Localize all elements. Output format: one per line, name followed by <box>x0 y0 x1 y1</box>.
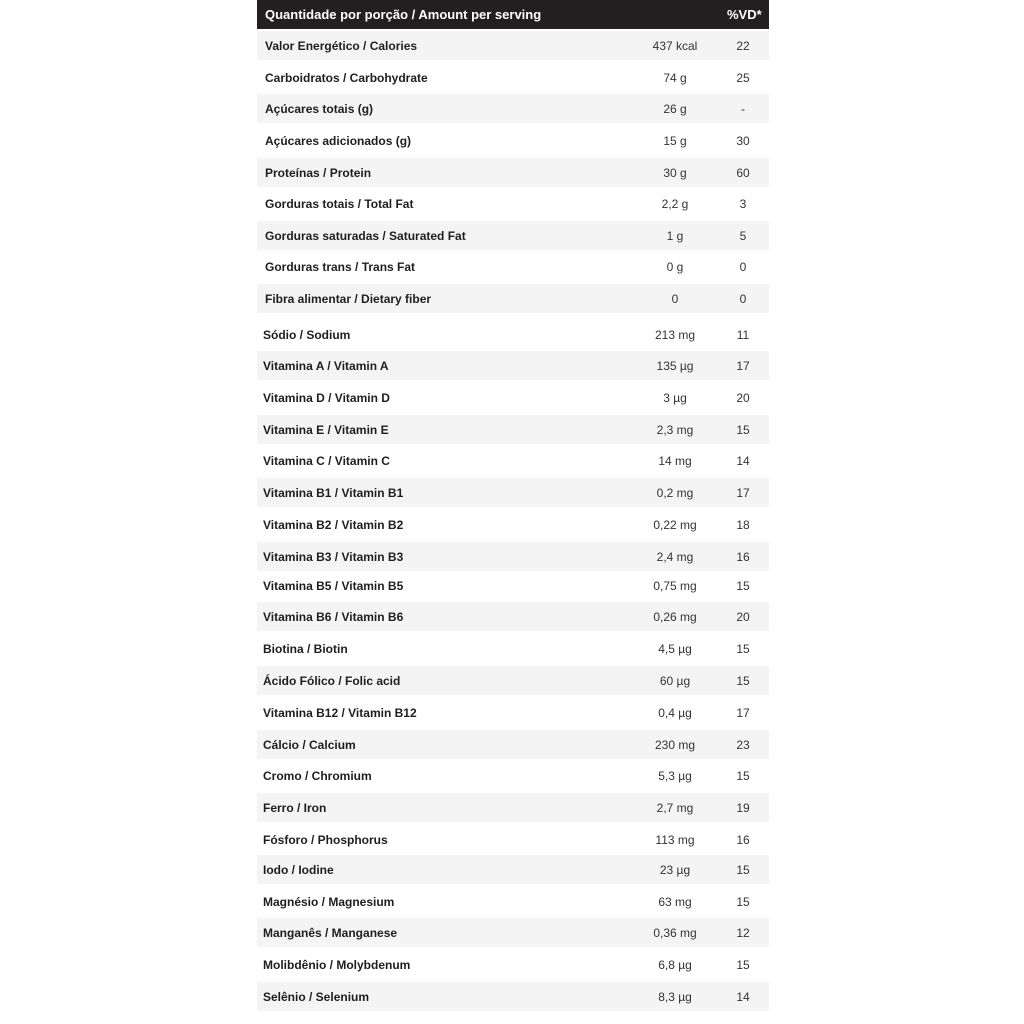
nutrient-amount: 6,8 µg <box>658 957 692 972</box>
nutrient-amount: 14 mg <box>658 453 692 468</box>
nutrient-daily-value: 15 <box>736 422 750 437</box>
nutrient-daily-value: 18 <box>736 517 750 532</box>
nutrient-daily-value: 15 <box>736 673 750 688</box>
nutrient-amount: 0,75 mg <box>653 578 697 593</box>
nutrient-amount: 0,2 mg <box>656 485 694 500</box>
nutrient-name: Vitamina B12 / Vitamin B12 <box>263 705 417 720</box>
table-row <box>257 761 769 790</box>
table-row <box>257 602 769 631</box>
table-row <box>257 415 769 444</box>
nutrient-daily-value: 22 <box>736 38 750 53</box>
nutrient-amount: 2,3 mg <box>656 422 694 437</box>
nutrient-daily-value: 15 <box>736 578 750 593</box>
nutrient-amount: 0 <box>671 291 679 306</box>
table-row <box>257 982 769 1011</box>
nutrient-daily-value: 0 <box>739 259 747 274</box>
nutrient-name: Iodo / Iodine <box>263 862 334 877</box>
nutrient-daily-value: 20 <box>736 390 750 405</box>
table-row <box>257 887 769 916</box>
table-header <box>257 0 769 29</box>
nutrient-amount: 437 kcal <box>652 38 698 53</box>
table-row <box>257 126 769 155</box>
nutrient-daily-value: - <box>741 101 745 116</box>
table-row <box>257 31 769 60</box>
table-row <box>257 284 769 313</box>
table-row <box>257 825 769 854</box>
nutrient-amount: 135 µg <box>656 358 694 373</box>
nutrient-name: Gorduras saturadas / Saturated Fat <box>265 228 466 243</box>
nutrient-daily-value: 30 <box>736 133 750 148</box>
nutrient-name: Biotina / Biotin <box>263 641 348 656</box>
nutrient-name: Magnésio / Magnesium <box>263 894 395 909</box>
nutrient-daily-value: 14 <box>736 453 750 468</box>
nutrient-name: Sódio / Sodium <box>263 327 351 342</box>
table-row <box>257 221 769 250</box>
table-row <box>257 666 769 695</box>
nutrient-amount: 0,22 mg <box>653 517 697 532</box>
nutrient-amount: 113 mg <box>655 832 695 847</box>
nutrient-amount: 0,36 mg <box>653 925 697 940</box>
nutrient-name: Cromo / Chromium <box>263 768 372 783</box>
nutrient-amount: 5,3 µg <box>658 768 692 783</box>
nutrient-amount: 60 µg <box>659 673 691 688</box>
nutrient-daily-value: 16 <box>736 549 750 564</box>
table-row <box>257 94 769 123</box>
table-row <box>257 634 769 663</box>
nutrient-daily-value: 11 <box>736 327 750 342</box>
nutrient-name: Vitamina B1 / Vitamin B1 <box>263 485 404 500</box>
nutrient-daily-value: 17 <box>736 485 750 500</box>
nutrient-amount: 2,7 mg <box>656 800 694 815</box>
nutrient-daily-value: 19 <box>736 800 750 815</box>
nutrient-daily-value: 20 <box>736 609 750 624</box>
header-daily-value: %VD* <box>727 7 762 22</box>
nutrition-table <box>257 0 769 1004</box>
table-row <box>257 950 769 979</box>
nutrient-daily-value: 15 <box>736 641 750 656</box>
table-row <box>257 730 769 759</box>
nutrient-name: Vitamina E / Vitamin E <box>263 422 389 437</box>
nutrient-daily-value: 60 <box>736 165 750 180</box>
nutrient-daily-value: 15 <box>736 768 750 783</box>
nutrient-daily-value: 23 <box>736 737 750 752</box>
header-amount-per-serving: Quantidade por porção / Amount per serving <box>265 7 542 22</box>
nutrient-name: Proteínas / Protein <box>265 165 372 180</box>
table-row <box>257 63 769 92</box>
nutrient-amount: 0,26 mg <box>653 609 697 624</box>
nutrient-name: Vitamina B3 / Vitamin B3 <box>263 549 404 564</box>
nutrient-name: Gorduras totais / Total Fat <box>265 196 414 211</box>
nutrient-daily-value: 25 <box>736 70 750 85</box>
table-row <box>257 189 769 218</box>
nutrient-daily-value: 14 <box>736 989 750 1004</box>
nutrient-amount: 230 mg <box>654 737 696 752</box>
nutrient-amount: 30 g <box>663 165 687 180</box>
nutrient-name: Molibdênio / Molybdenum <box>263 957 411 972</box>
nutrient-name: Carboidratos / Carbohydrate <box>265 70 428 85</box>
nutrient-name: Vitamina C / Vitamin C <box>263 453 390 468</box>
table-row <box>257 571 769 600</box>
nutrient-name: Manganês / Manganese <box>263 925 398 940</box>
nutrient-amount: 26 g <box>663 101 687 116</box>
nutrient-name: Açúcares totais (g) <box>265 101 374 116</box>
nutrient-amount: 63 mg <box>658 894 692 909</box>
table-row <box>257 478 769 507</box>
nutrient-name: Açúcares adicionados (g) <box>265 133 412 148</box>
table-row <box>257 855 769 884</box>
table-row <box>257 383 769 412</box>
nutrient-amount: 2,2 g <box>661 196 689 211</box>
nutrient-daily-value: 15 <box>736 894 750 909</box>
table-row <box>257 698 769 727</box>
nutrient-amount: 1 g <box>666 228 684 243</box>
nutrient-name: Selênio / Selenium <box>263 989 370 1004</box>
nutrient-name: Vitamina B5 / Vitamin B5 <box>263 578 404 593</box>
nutrient-daily-value: 0 <box>739 291 747 306</box>
nutrient-amount: 4,5 µg <box>658 641 692 656</box>
nutrient-amount: 0,4 µg <box>658 705 692 720</box>
nutrient-daily-value: 3 <box>739 196 747 211</box>
nutrient-amount: 15 g <box>663 133 687 148</box>
nutrient-name: Cálcio / Calcium <box>263 737 356 752</box>
nutrient-name: Gorduras trans / Trans Fat <box>265 259 416 274</box>
table-row <box>257 252 769 281</box>
nutrient-daily-value: 16 <box>736 832 750 847</box>
nutrient-name: Vitamina B6 / Vitamin B6 <box>263 609 404 624</box>
nutrient-daily-value: 15 <box>736 957 750 972</box>
nutrient-amount: 3 µg <box>663 390 687 405</box>
nutrient-amount: 8,3 µg <box>658 989 692 1004</box>
nutrient-name: Vitamina A / Vitamin A <box>263 358 389 373</box>
nutrient-daily-value: 17 <box>736 358 750 373</box>
table-row <box>257 158 769 187</box>
table-row <box>257 510 769 539</box>
nutrient-name: Fósforo / Phosphorus <box>263 832 388 847</box>
nutrient-name: Fibra alimentar / Dietary fiber <box>265 291 432 306</box>
nutrient-daily-value: 15 <box>736 862 750 877</box>
nutrient-name: Vitamina D / Vitamin D <box>263 390 390 405</box>
nutrient-name: Ferro / Iron <box>263 800 327 815</box>
nutrient-amount: 213 mg <box>654 327 696 342</box>
table-row <box>257 446 769 475</box>
nutrient-name: Ácido Fólico / Folic acid <box>263 673 401 688</box>
table-row <box>257 351 769 380</box>
table-row <box>257 918 769 947</box>
nutrient-daily-value: 12 <box>736 925 750 940</box>
table-row <box>257 542 769 571</box>
nutrient-amount: 2,4 mg <box>656 549 694 564</box>
nutrient-name: Valor Energético / Calories <box>265 38 418 53</box>
nutrient-amount: 0 g <box>666 259 684 274</box>
table-row <box>257 793 769 822</box>
nutrient-amount: 23 µg <box>659 862 691 877</box>
nutrient-daily-value: 17 <box>736 705 750 720</box>
nutrient-daily-value: 5 <box>739 228 747 243</box>
table-row <box>257 320 769 349</box>
nutrient-amount: 74 g <box>663 70 687 85</box>
nutrient-name: Vitamina B2 / Vitamin B2 <box>263 517 404 532</box>
